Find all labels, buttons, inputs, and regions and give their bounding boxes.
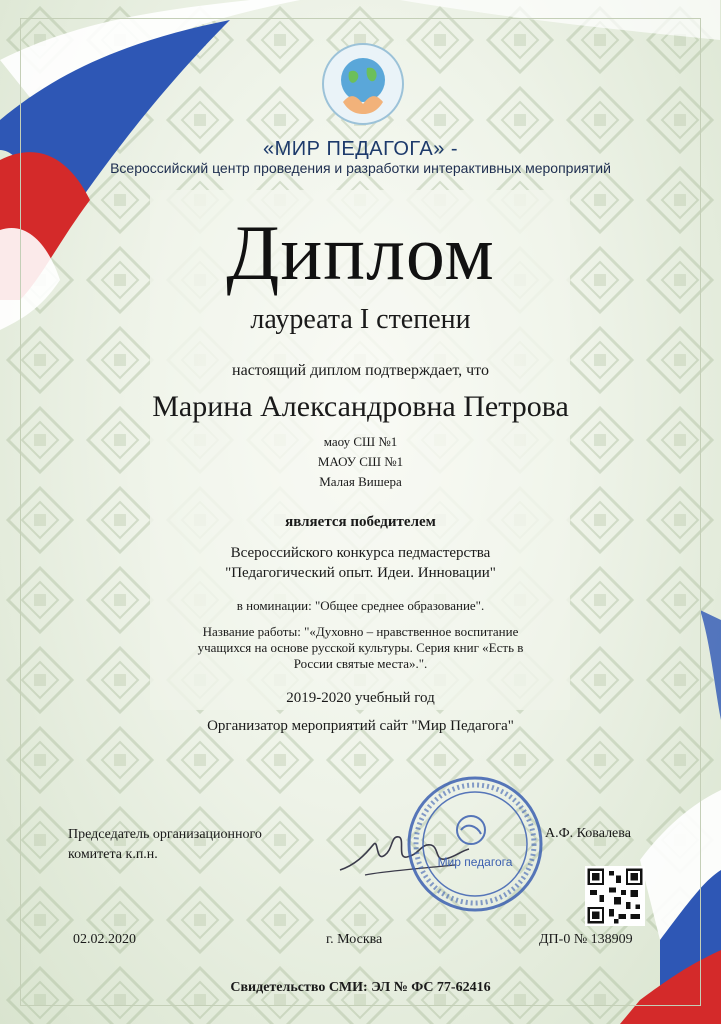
- recipient-name: Марина Александровна Петрова: [152, 390, 569, 423]
- city: г. Москва: [326, 932, 383, 947]
- chair-name: А.Ф. Ковалева: [545, 826, 631, 841]
- confirm-text: настоящий диплом подтверждает, что: [232, 362, 489, 379]
- diploma-degree: лауреата I степени: [250, 304, 471, 335]
- contest-line: "Педагогический опыт. Идеи. Инновации": [225, 565, 496, 581]
- organizer: Организатор мероприятий сайт "Мир Педагога": [207, 718, 514, 734]
- issue-date: 02.02.2020: [73, 932, 136, 947]
- logo-icon: [321, 42, 405, 126]
- winner-text: является победителем: [285, 514, 436, 530]
- diploma-title: Диплом: [226, 209, 495, 296]
- org-name: «МИР ПЕДАГОГА» -: [262, 138, 459, 160]
- media-registration: Свидетельство СМИ: ЭЛ № ФС 77-62416: [230, 980, 491, 995]
- chair-line: Председатель организационного: [68, 827, 262, 842]
- work-title: Название работы: "«Духовно – нравственное воспитание учащихся на основе русской культуры. Серия книг «Есть в России святые места».".: [197, 624, 524, 671]
- stamp-label: Мир педагога: [437, 855, 513, 869]
- stamp-icon: [405, 774, 545, 914]
- institution-line: МАОУ СШ №1: [317, 454, 404, 469]
- diploma-number: ДП-0 № 138909: [539, 932, 633, 947]
- nomination: в номинации: "Общее среднее образование".: [236, 598, 485, 613]
- institution-line: маоу СШ №1: [323, 434, 398, 449]
- qr-code-icon: [585, 866, 645, 926]
- academic-year: 2019-2020 учебный год: [286, 690, 435, 706]
- institution-line: Малая Вишера: [319, 474, 402, 489]
- org-subtitle: Всероссийский центр проведения и разработки интерактивных мероприятий: [110, 160, 611, 176]
- contest-line: Всероссийского конкурса педмастерства: [230, 545, 491, 561]
- chair-title: [68, 825, 262, 865]
- chair-line: комитета к.п.н.: [68, 847, 158, 862]
